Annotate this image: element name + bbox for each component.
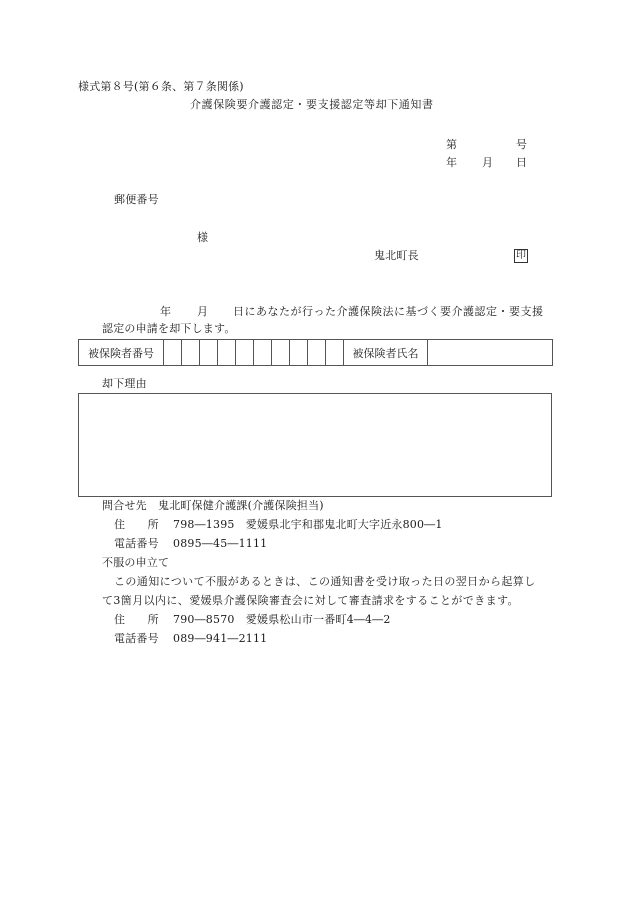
addressee-suffix: 様 [197,231,209,244]
body-text-line1: 日にあなたが行った介護保険法に基づく要介護認定・要支援 [233,305,544,318]
insured-number-digit-5[interactable] [236,340,254,366]
insured-number-digit-2[interactable] [182,340,200,366]
contact-phone-value: 0895―45―1111 [173,537,268,550]
insured-name-field[interactable] [428,340,553,366]
insured-number-digit-8[interactable] [290,340,308,366]
body-month: 月 [197,305,209,318]
insured-info-table [78,339,553,366]
form-number: 様式第８号(第６条、第７条関係) [78,80,244,93]
contact-address-label: 住 所 [114,518,159,531]
insured-number-digit-4[interactable] [218,340,236,366]
appeal-phone-label: 電話番号 [114,632,159,645]
postal-code-label: 郵便番号 [114,193,159,206]
body-year: 年 [160,305,172,318]
doc-number-suffix: 号 [516,138,528,151]
appeal-address-label: 住 所 [114,613,159,626]
appeal-phone-value: 089―941―2111 [173,632,268,645]
insured-number-digit-1[interactable] [164,340,182,366]
date-year: 年 [446,156,458,169]
appeal-heading: 不服の申立て [102,556,170,569]
date-month: 月 [482,156,494,169]
issuer-name: 鬼北町長 [374,249,419,262]
insured-number-label: 被保険者番号 [79,340,164,366]
seal-mark: 印 [516,250,526,261]
appeal-text-line1: この通知について不服があるときは、この通知書を受け取った日の翌日から起算し [114,575,536,588]
date-day: 日 [516,156,528,169]
rejection-reason-label: 却下理由 [102,377,147,390]
insured-number-digit-7[interactable] [272,340,290,366]
rejection-reason-box[interactable] [78,393,552,497]
insured-number-digit-6[interactable] [254,340,272,366]
document-title: 介護保険要介護認定・要支援認定等却下通知書 [190,98,434,111]
contact-address-value: 798―1395 愛媛県北宇和郡鬼北町大字近永800―1 [173,518,443,531]
appeal-text-line2: て3箇月以内に、愛媛県介護保険審査会に対して審査請求をすることができます。 [102,594,519,607]
insured-number-digit-9[interactable] [308,340,326,366]
insured-number-digit-3[interactable] [200,340,218,366]
body-text-line2: 認定の申請を却下します。 [102,322,236,335]
contact-heading: 問合せ先 鬼北町保健介護課(介護保険担当) [102,499,324,512]
doc-number-prefix: 第 [446,138,458,151]
insured-number-digit-10[interactable] [326,340,344,366]
appeal-address-value: 790―8570 愛媛県松山市一番町4―4―2 [173,613,391,626]
contact-phone-label: 電話番号 [114,537,159,550]
insured-name-label: 被保険者氏名 [344,340,428,366]
